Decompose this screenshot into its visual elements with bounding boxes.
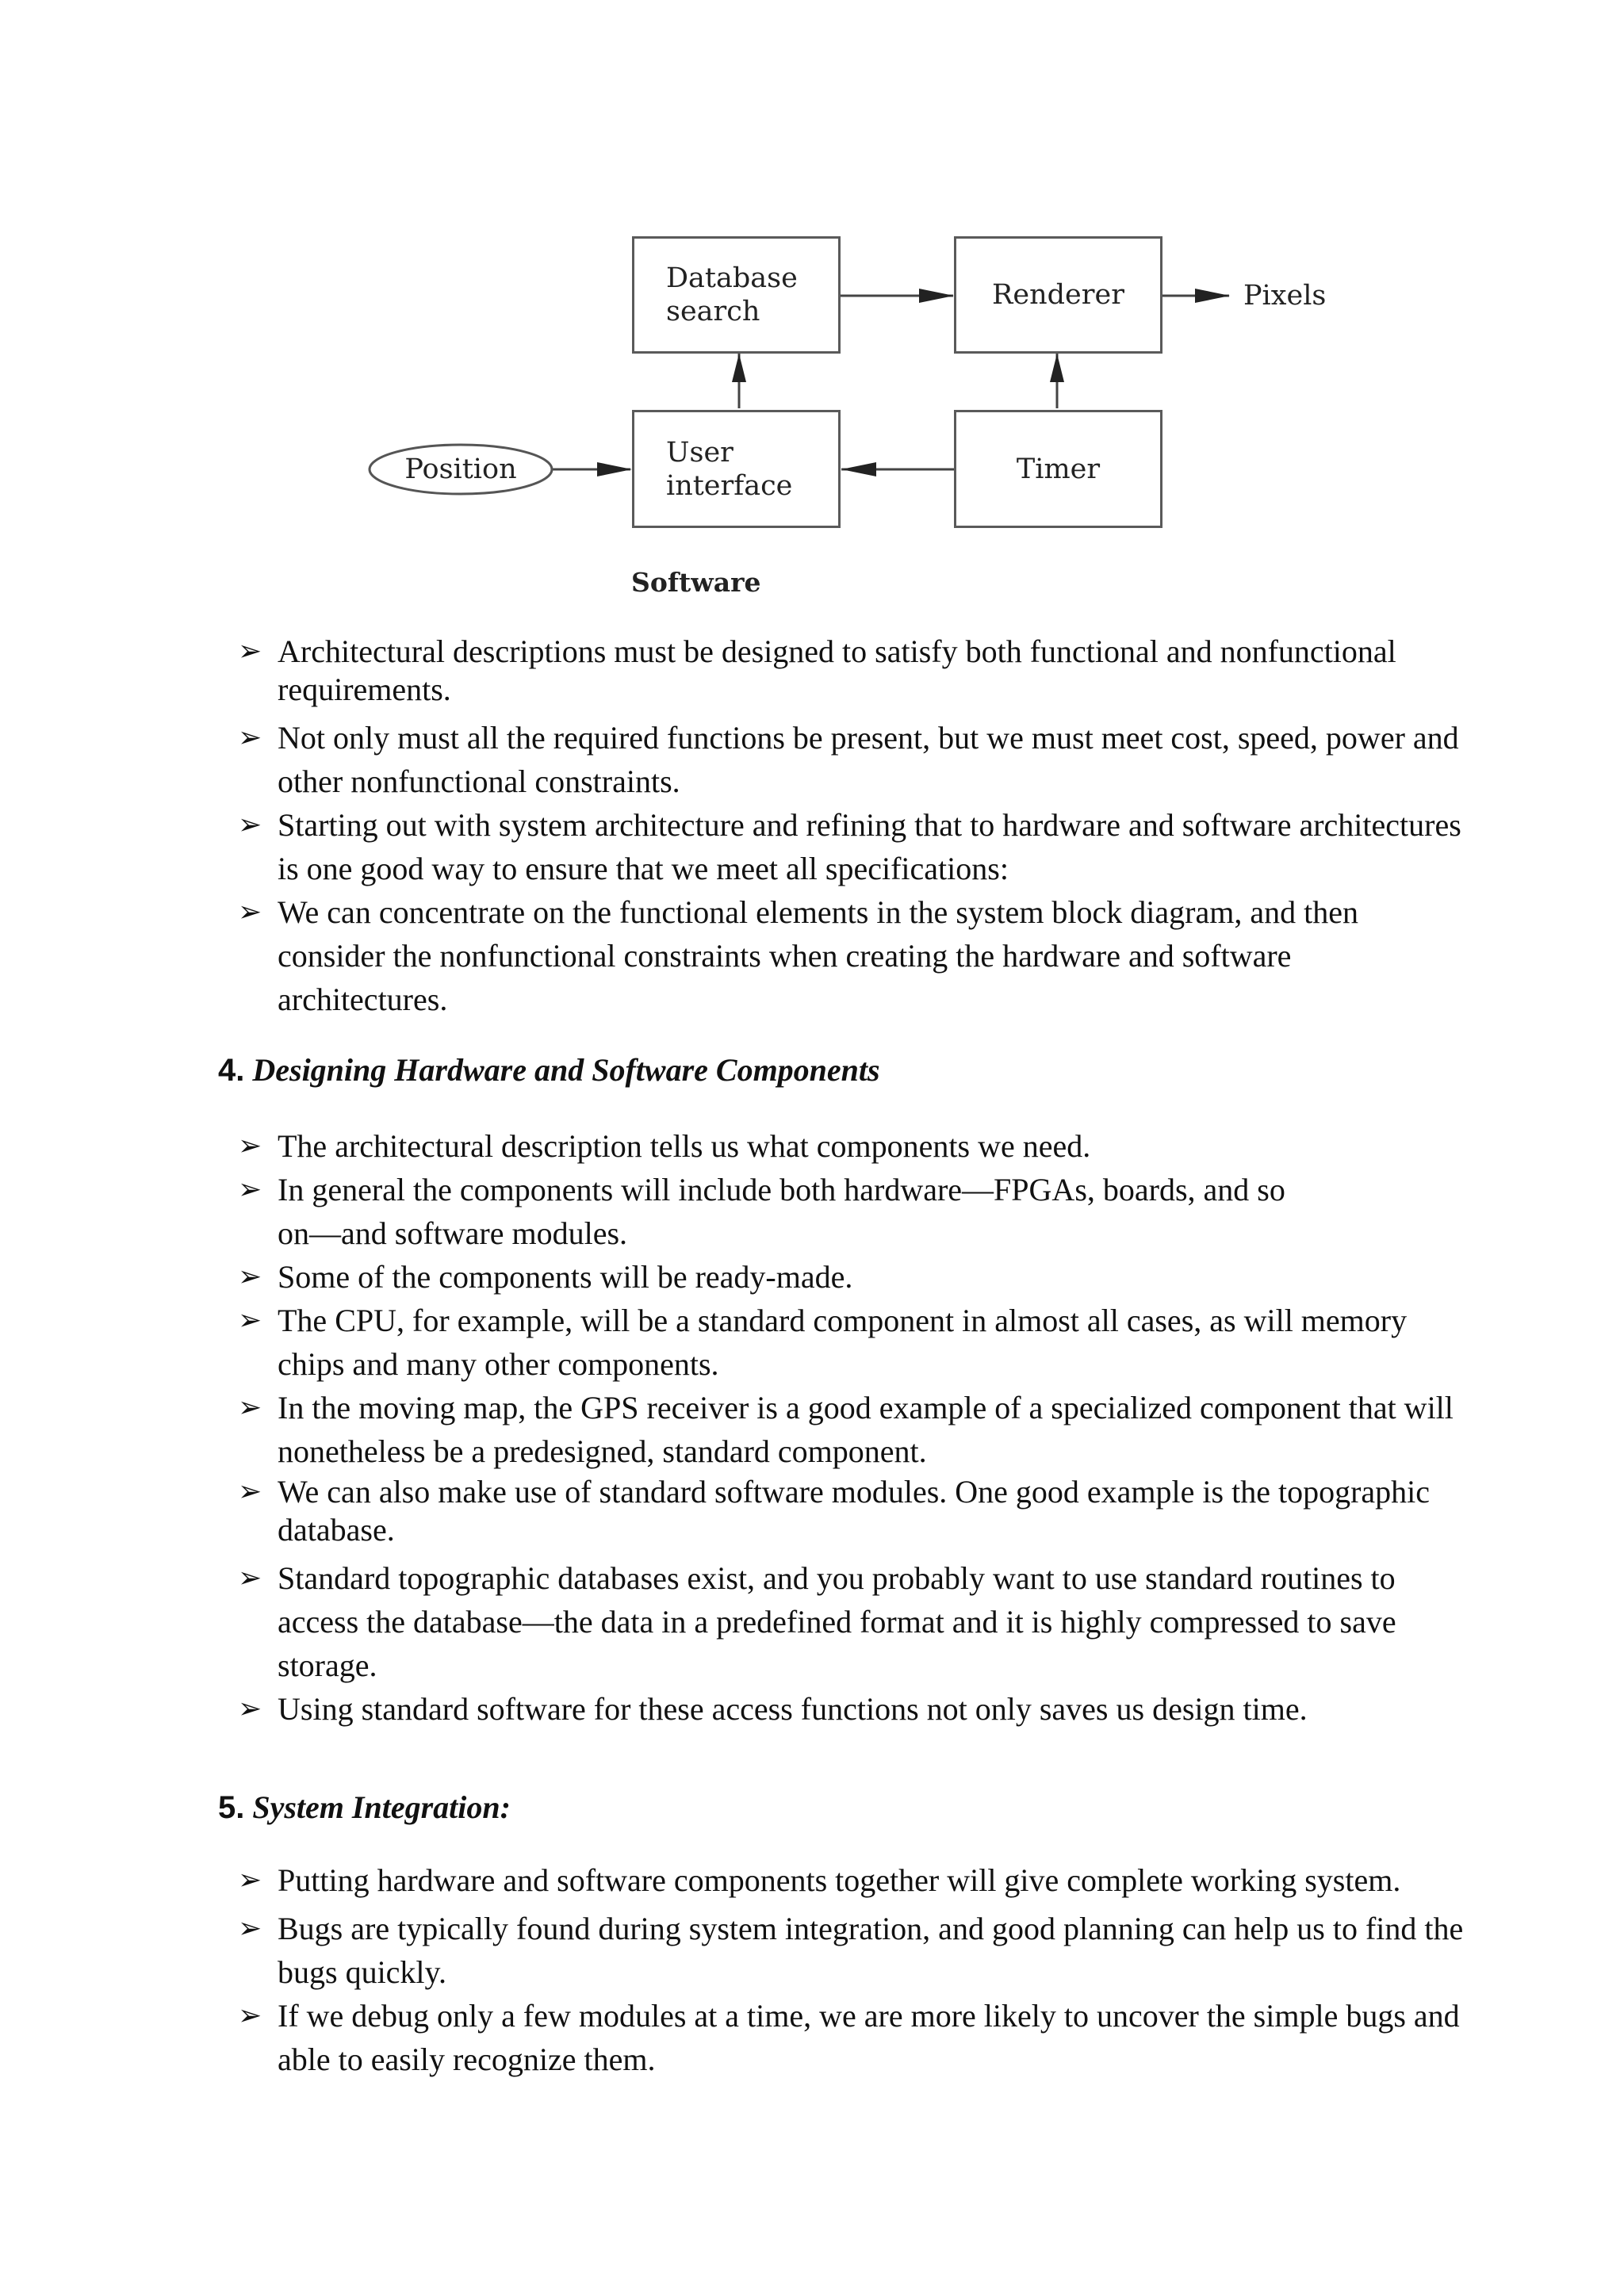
list-item: ➢ We can concentrate on the functional elements in the system block diagram, and then consider the nonfunctional constraints when creating the hardware and software architectures. xyxy=(0,890,1624,1021)
database-search-box xyxy=(632,236,841,354)
arrowhead-bullet-icon: ➢ xyxy=(238,809,262,841)
arrowhead-bullet-icon: ➢ xyxy=(238,1912,262,1945)
arrowhead-bullet-icon: ➢ xyxy=(238,1562,262,1594)
timer-box xyxy=(954,410,1162,528)
arrowhead-bullet-icon: ➢ xyxy=(238,635,262,668)
renderer-label: Renderer xyxy=(992,279,1124,311)
list-item: ➢ The architectural description tells us what components we need. xyxy=(0,1124,1624,1168)
arrowhead-bullet-icon: ➢ xyxy=(238,1693,262,1725)
arrowhead-bullet-icon: ➢ xyxy=(238,1261,262,1293)
renderer-box xyxy=(954,236,1162,354)
architecture-bullet-list xyxy=(0,633,1624,1021)
arrowhead-bullet-icon: ➢ xyxy=(238,1475,262,1508)
arrowhead-bullet-icon: ➢ xyxy=(238,1999,262,2032)
software-block-diagram xyxy=(0,0,1624,634)
list-item: ➢ Bugs are typically found during system integration, and good planning can help us to find the bugs quickly. xyxy=(0,1907,1624,1994)
user-interface-line-2: interface xyxy=(666,469,793,502)
components-bullet-list xyxy=(0,1124,1624,1731)
section-title: System Integration: xyxy=(252,1789,511,1825)
section-title: Designing Hardware and Software Components xyxy=(252,1052,880,1088)
integration-bullet-list xyxy=(0,1862,1624,2081)
user-interface-box xyxy=(632,410,841,528)
list-item: ➢ Architectural descriptions must be designed to satisfy both functional and nonfunctional requirements. xyxy=(238,633,1396,707)
list-item: ➢ Starting out with system architecture and refining that to hardware and software architectures is one good way to ensure that we meet all specifications: xyxy=(0,803,1624,890)
pixels-label: Pixels xyxy=(1243,280,1327,312)
arrowhead-bullet-icon: ➢ xyxy=(238,1391,262,1424)
database-search-line-2: search xyxy=(666,296,760,327)
list-item: ➢ We can also make use of standard software modules. One good example is the topographic database. xyxy=(238,1474,1431,1548)
arrowhead-bullet-icon: ➢ xyxy=(238,1864,262,1896)
list-item: ➢ Using standard software for these access functions not only saves us design time. xyxy=(0,1687,1624,1731)
list-item: ➢ If we debug only a few modules at a time, we are more likely to uncover the simple bugs and able to easily recognize them. xyxy=(0,1994,1624,2081)
section-heading-designing xyxy=(218,1050,880,1090)
arrowhead-bullet-icon: ➢ xyxy=(238,896,262,928)
database-search-line-1: Database xyxy=(666,262,798,294)
user-interface-line-1: User xyxy=(666,436,733,469)
timer-label: Timer xyxy=(1016,453,1101,485)
list-item: ➢ The CPU, for example, will be a standard component in almost all cases, as will memory chips and many other components. xyxy=(0,1299,1624,1386)
position-label: Position xyxy=(404,453,517,485)
arrowhead-bullet-icon: ➢ xyxy=(238,1130,262,1162)
section-number: 4. xyxy=(218,1053,245,1088)
arrowhead-bullet-icon: ➢ xyxy=(238,1304,262,1337)
list-item: ➢ In the moving map, the GPS receiver is a good example of a specialized component that will nonetheless be a predesigned, standard component. xyxy=(0,1386,1624,1473)
section-number: 5. xyxy=(218,1790,245,1825)
list-item: ➢ In general the components will include both hardware—FPGAs, boards, and so on—and software modules. xyxy=(0,1168,1624,1255)
arrowhead-bullet-icon: ➢ xyxy=(238,1173,262,1206)
list-item: ➢ Not only must all the required functions be present, but we must meet cost, speed, power and other nonfunctional constraints. xyxy=(0,716,1624,803)
list-item: ➢ Some of the components will be ready-made. xyxy=(0,1255,1624,1299)
section-heading-integration xyxy=(218,1788,511,1827)
list-item: ➢ Standard topographic databases exist, and you probably want to use standard routines to access the database—the data in a predefined format and it is highly compressed to save storage. xyxy=(0,1556,1624,1687)
diagram-caption: Software xyxy=(631,567,761,598)
list-item: ➢ Putting hardware and software components together will give complete working system. xyxy=(238,1862,1401,1898)
arrowhead-bullet-icon: ➢ xyxy=(238,721,262,754)
